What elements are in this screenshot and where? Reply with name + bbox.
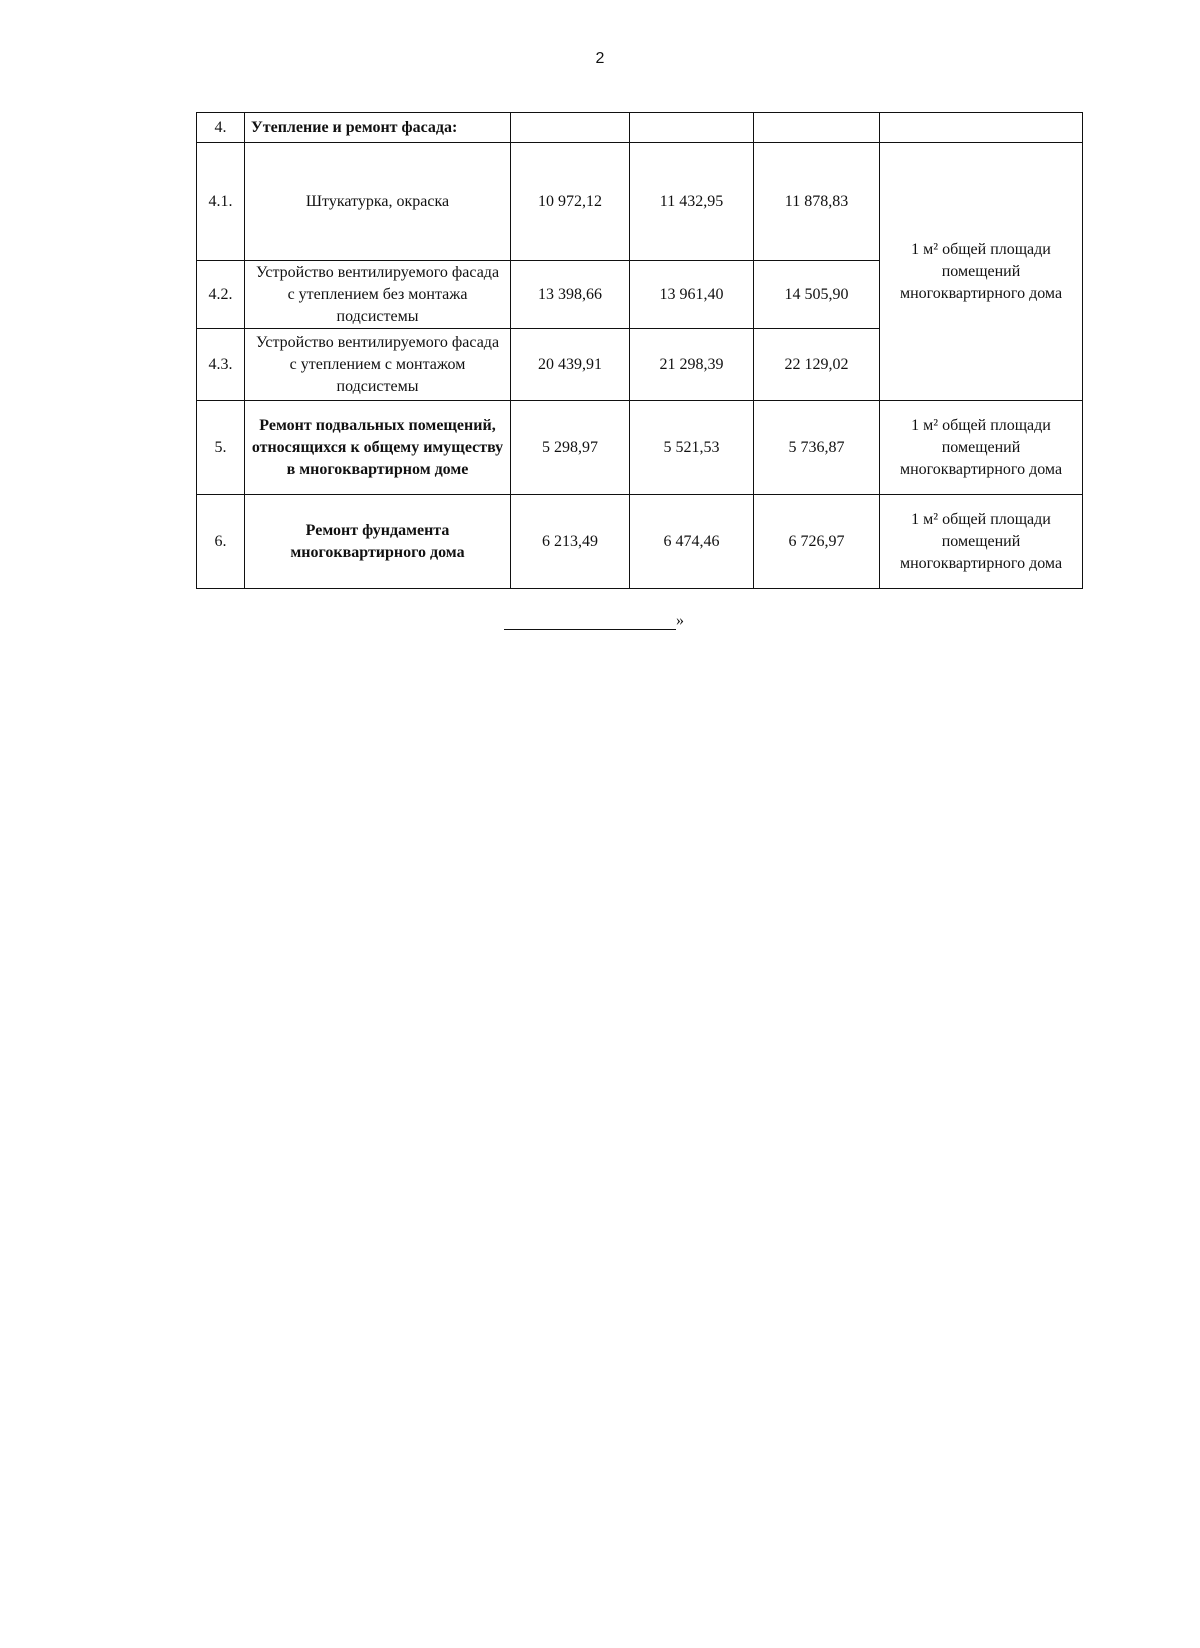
value-cell: 5 736,87 (754, 401, 880, 495)
table-row (197, 113, 1083, 143)
value-cell: 13 961,40 (630, 261, 754, 329)
value-cell: 21 298,39 (630, 329, 754, 401)
row-number: 4.1. (197, 143, 245, 261)
closing-underline (504, 613, 676, 630)
value-cell: 10 972,12 (511, 143, 630, 261)
value-cell (511, 113, 630, 143)
value-cell: 6 474,46 (630, 495, 754, 589)
row-name: Ремонт подвальных помещений, относящихся к общему имуществу в многоквартирном доме (245, 401, 511, 495)
row-number: 4. (197, 113, 245, 143)
value-cell: 6 726,97 (754, 495, 880, 589)
row-name: Утепление и ремонт фасада: (245, 113, 511, 143)
row-number: 4.2. (197, 261, 245, 329)
value-cell: 14 505,90 (754, 261, 880, 329)
page-number: 2 (595, 50, 605, 67)
unit-cell-merged: 1 м² общей площади помещений многоквартирного дома (880, 143, 1083, 401)
row-name: Устройство вентилируемого фасада с утеплением без монтажа подсистемы (245, 261, 511, 329)
row-number: 4.3. (197, 329, 245, 401)
unit-cell (880, 113, 1083, 143)
closing-mark (504, 612, 684, 630)
value-cell: 11 432,95 (630, 143, 754, 261)
unit-cell: 1 м² общей площади помещений многоквартирного дома (880, 495, 1083, 589)
value-cell: 13 398,66 (511, 261, 630, 329)
table-row (197, 143, 1083, 261)
value-cell (630, 113, 754, 143)
row-name: Ремонт фундамента многоквартирного дома (245, 495, 511, 589)
row-number: 6. (197, 495, 245, 589)
value-cell: 6 213,49 (511, 495, 630, 589)
closing-quote: » (676, 612, 684, 629)
value-cell: 11 878,83 (754, 143, 880, 261)
row-number: 5. (197, 401, 245, 495)
table-row (197, 401, 1083, 495)
row-name: Штукатурка, окраска (245, 143, 511, 261)
rates-table (196, 112, 1083, 589)
value-cell: 5 521,53 (630, 401, 754, 495)
value-cell: 20 439,91 (511, 329, 630, 401)
value-cell (754, 113, 880, 143)
row-name: Устройство вентилируемого фасада с утеплением с монтажом подсистемы (245, 329, 511, 401)
unit-cell: 1 м² общей площади помещений многоквартирного дома (880, 401, 1083, 495)
table-row (197, 495, 1083, 589)
value-cell: 22 129,02 (754, 329, 880, 401)
value-cell: 5 298,97 (511, 401, 630, 495)
